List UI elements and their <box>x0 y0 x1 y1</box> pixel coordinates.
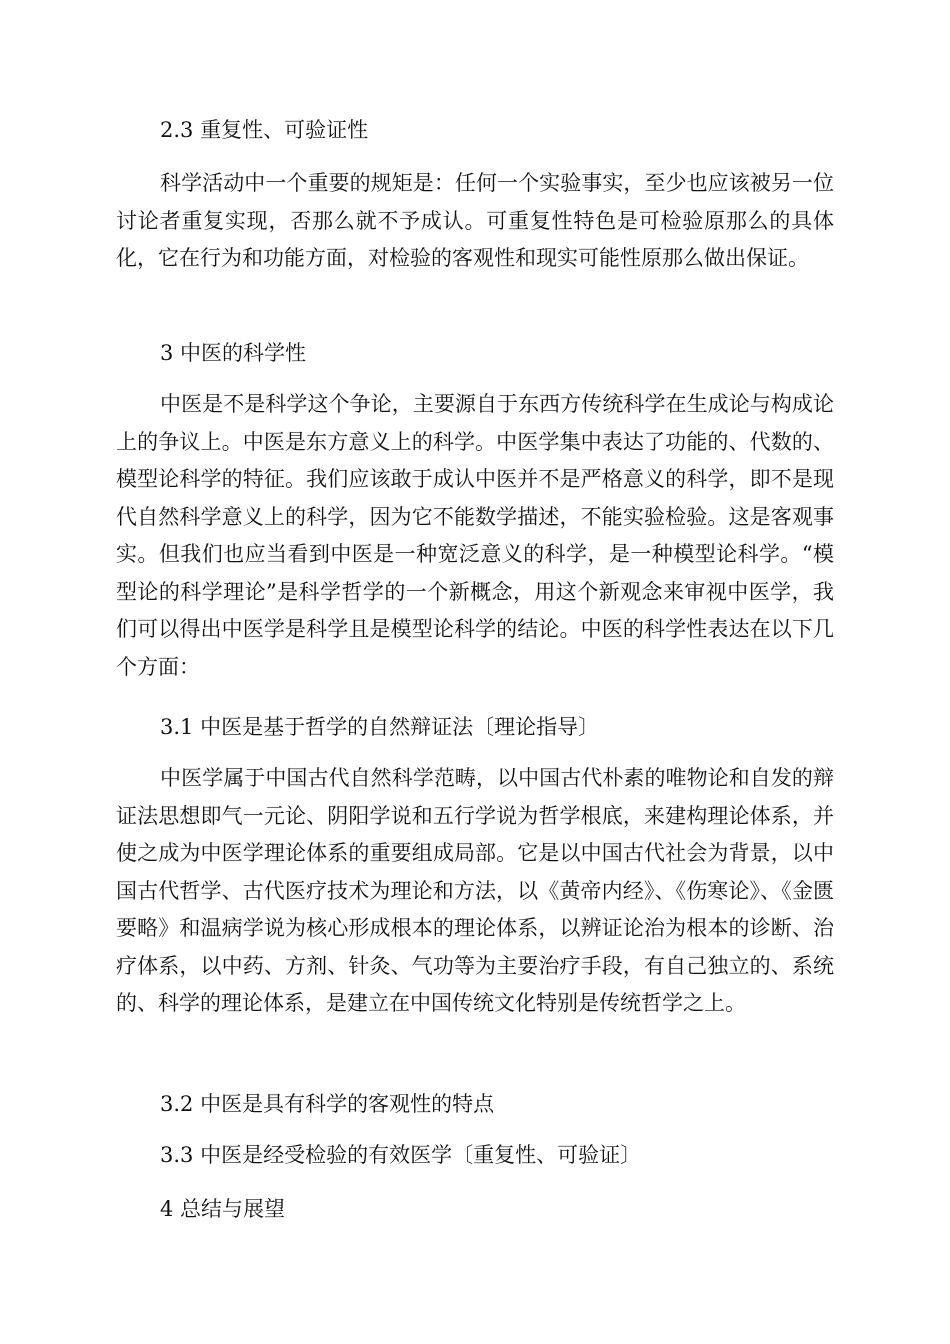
paragraph-dialectics: 中医学属于中国古代自然科学范畴，以中国古代朴素的唯物论和自发的辩证法思想即气一元论、阴阳学说和五行学说为哲学根底，来建构理论体系，并使之成为中医学理论体系的重要组成局部。它是以中国古代社会为背景，以中国古代哲学、古代医疗技术为理论和方法，以《黄帝内经》、《伤寒论》、《金匮要略》和温病学说为核心形成根本的理论体系，以辨证论治为根本的诊断、治疗体系，以中药、方剂、针灸、气功等为主要治疗手段，有自己独立的、系统的、科学的理论体系，是建立在中国传统文化特别是传统哲学之上。 <box>116 766 834 1015</box>
heading-2-3: 2.3 重复性、可验证性 <box>160 118 369 142</box>
paragraph-tcm-scientific-nature: 中医是不是科学这个争论，主要源自于东西方传统科学在生成论与构成论上的争议上。中医是东方意义上的科学。中医学集中表达了功能的、代数的、模型论科学的特征。我们应该敢于成认中医并不是严格意义的科学，即不是现代自然科学意义上的科学，因为它不能数学描述，不能实验检验。这是客观事实。但我们也应当看到中医是一种宽泛意义的科学，是一种模型论科学。“模型论的科学理论”是科学哲学的一个新概念，用这个新观念来审视中医学，我们可以得出中医学是科学且是模型论科学的结论。中医的科学性表达在以下几个方面： <box>116 392 834 679</box>
paragraph-repeatability: 科学活动中一个重要的规矩是：任何一个实验事实，至少也应该被另一位讨论者重复实现，否那么就不予成认。可重复性特色是可检验原那么的具体化，它在行为和功能方面，对检验的客观性和现实可能性原那么做出保证。 <box>116 171 834 270</box>
heading-3-2: 3.2 中医是具有科学的客观性的特点 <box>160 1092 495 1116</box>
heading-3-1: 3.1 中医是基于哲学的自然辩证法〔理论指导〕 <box>160 715 600 739</box>
heading-3-3: 3.3 中医是经受检验的有效医学〔重复性、可验证〕 <box>160 1143 642 1167</box>
heading-4: 4 总结与展望 <box>160 1197 286 1221</box>
heading-3: 3 中医的科学性 <box>160 341 307 365</box>
